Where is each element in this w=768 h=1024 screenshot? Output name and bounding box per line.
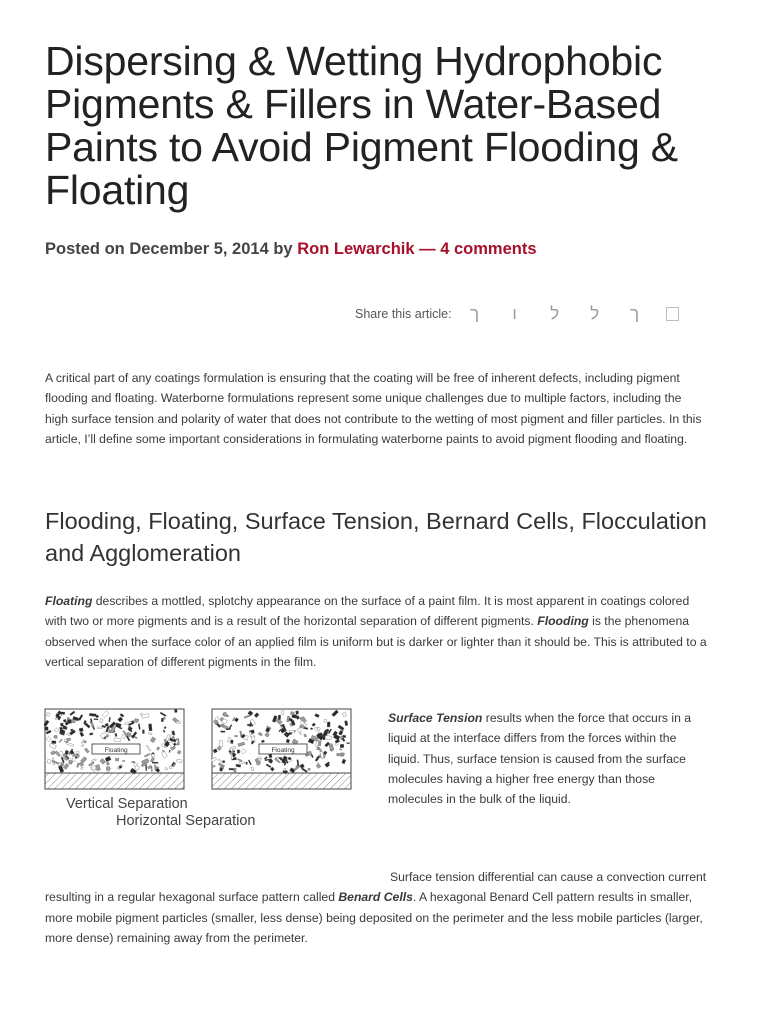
pigment-particle [142, 730, 144, 734]
email-icon[interactable] [666, 307, 679, 321]
googleplus-icon[interactable]: ל [550, 304, 560, 323]
flooding-text: is the phenomena observed when the surface color of an applied film is uniform but is darker or lighter than it should be. This is attributed to a vertical separation of different pigments in the film. [45, 614, 707, 669]
pigment-particle [308, 768, 311, 770]
pigment-particle [340, 744, 344, 748]
pigment-particle [61, 723, 64, 725]
pigment-particle [97, 727, 102, 729]
floating-text: describes a mottled, splotchy appearance on the surface of a paint film. It is most apparent in coatings colored with two or more pigments and is a result of the horizontal separation of different pigments. [45, 594, 690, 629]
pigment-particle [281, 726, 283, 728]
vertical-separation-panel [44, 709, 184, 789]
author-link[interactable]: Ron Lewarchik [297, 240, 415, 258]
pigment-particle [122, 760, 124, 762]
pigment-particle [228, 737, 230, 742]
pigment-particle [69, 760, 72, 764]
pigment-particle [234, 768, 236, 772]
pigment-particle [289, 730, 294, 732]
share-label: Share this article: [355, 307, 452, 321]
panel-label-left: Floating [104, 747, 128, 754]
caption-vertical: Vertical Separation [66, 796, 188, 812]
separation-diagram [44, 707, 359, 797]
pigment-particle [115, 758, 118, 761]
pigment-particle [165, 768, 168, 770]
flooding-term: Flooding [537, 614, 589, 629]
pigment-particle [149, 724, 153, 731]
pigment-particle [92, 766, 96, 770]
pigment-particle [278, 715, 280, 720]
pigment-particle [290, 712, 294, 715]
pigment-particle [72, 756, 75, 761]
comments-link[interactable]: 4 comments [440, 240, 537, 258]
surface-tension-paragraph [388, 708, 708, 809]
pigment-particle [76, 751, 79, 754]
pigment-particle [59, 729, 63, 734]
pigment-particle [106, 762, 109, 765]
pigment-particle [152, 762, 158, 764]
facebook-icon[interactable]: ך [470, 304, 480, 323]
pigment-particle [231, 740, 234, 744]
section-heading: Flooding, Floating, Surface Tension, Bernard Cells, Flocculation and Agglomeration [45, 508, 707, 566]
pigment-particle [296, 711, 299, 715]
pigment-particle [223, 761, 225, 763]
pigment-particle [347, 743, 350, 744]
pigment-particle [89, 713, 96, 716]
pigment-particle [246, 762, 248, 764]
pigment-particle [284, 768, 286, 770]
surface-tension-text: results when the force that occurs in a liquid at the interface differs from the forces within the liquid. Thus, surface tension is caused from the surface molecules having a higher free energy than those molecules in the bulk of the liquid. [388, 711, 692, 807]
post-meta [45, 240, 725, 259]
share-bar [355, 302, 679, 326]
pigment-particle [81, 767, 84, 769]
pigment-particle [65, 750, 68, 754]
pigment-particle [96, 715, 99, 718]
pigment-particle [341, 753, 344, 756]
pigment-particle [94, 719, 98, 720]
pinterest-icon[interactable]: ך [630, 304, 640, 323]
posted-on-text: Posted on December 5, 2014 by [45, 240, 298, 258]
pigment-particle [282, 711, 284, 715]
pigment-particle [327, 722, 330, 727]
pigment-particle [44, 727, 48, 731]
pigment-particle [169, 766, 172, 769]
horizontal-separation-panel [211, 709, 351, 789]
pigment-particle [56, 714, 59, 718]
panel-label-right: Floating [271, 747, 295, 754]
intro-paragraph: A critical part of any coatings formulation is ensuring that the coating will be free of inherent defects, including pigment flooding and floating. Waterborne formulations represent some unique challenges due to multiple factors, including the high surface tension and polarity of water that does not contribute to the wetting of most pigment and filler particles. In this article, I’ll define some important considerations in formulating waterborne paints to avoid pigment flooding and floating. [45, 371, 702, 446]
floating-term: Floating [45, 594, 93, 608]
caption-horizontal: Horizontal Separation [116, 813, 256, 829]
pigment-particle [82, 745, 84, 747]
pigment-particle [220, 768, 223, 771]
benard-text-1: Surface tension differential can cause a convection current resulting in a regular hexagonal surface pattern called [45, 870, 707, 905]
article-title: Dispersing & Wetting Hydrophobic Pigments & Fillers in Water-Based Paints to Avoid Pigment Flooding & Floating [45, 38, 678, 213]
linkedin-icon[interactable]: ל [590, 304, 600, 323]
pigment-particle [174, 709, 177, 712]
pigment-particle [68, 719, 72, 723]
benard-text-2: . A hexagonal Benard Cell pattern results in smaller, more mobile pigment particles (smaller, less dense) being deposited on the perimeter and the less mobile particles (larger, more dense) remaining away from the perimeter. [45, 890, 703, 945]
separation-figure [44, 707, 359, 837]
twitter-icon[interactable]: ו [512, 304, 517, 323]
pigment-particle [237, 750, 239, 753]
pigment-particle [219, 741, 223, 747]
pigment-particle [235, 735, 238, 736]
pigment-particle [221, 731, 225, 732]
meta-dash: — [414, 240, 441, 258]
pigment-particle [229, 768, 235, 770]
pigment-particle [161, 718, 163, 722]
benard-term: Benard Cells [338, 890, 413, 905]
benard-paragraph [45, 867, 710, 948]
pigment-particle [52, 741, 56, 744]
surface-tension-term: Surface Tension [388, 711, 483, 725]
pigment-particle [106, 766, 110, 770]
pigment-particle [318, 741, 321, 746]
pigment-particle [317, 763, 318, 765]
pigment-particle [325, 735, 331, 739]
pigment-particle [134, 719, 138, 723]
pigment-particle [151, 754, 154, 757]
pigment-particle [145, 765, 146, 771]
floating-paragraph [45, 591, 710, 672]
pigment-particle [132, 761, 135, 763]
